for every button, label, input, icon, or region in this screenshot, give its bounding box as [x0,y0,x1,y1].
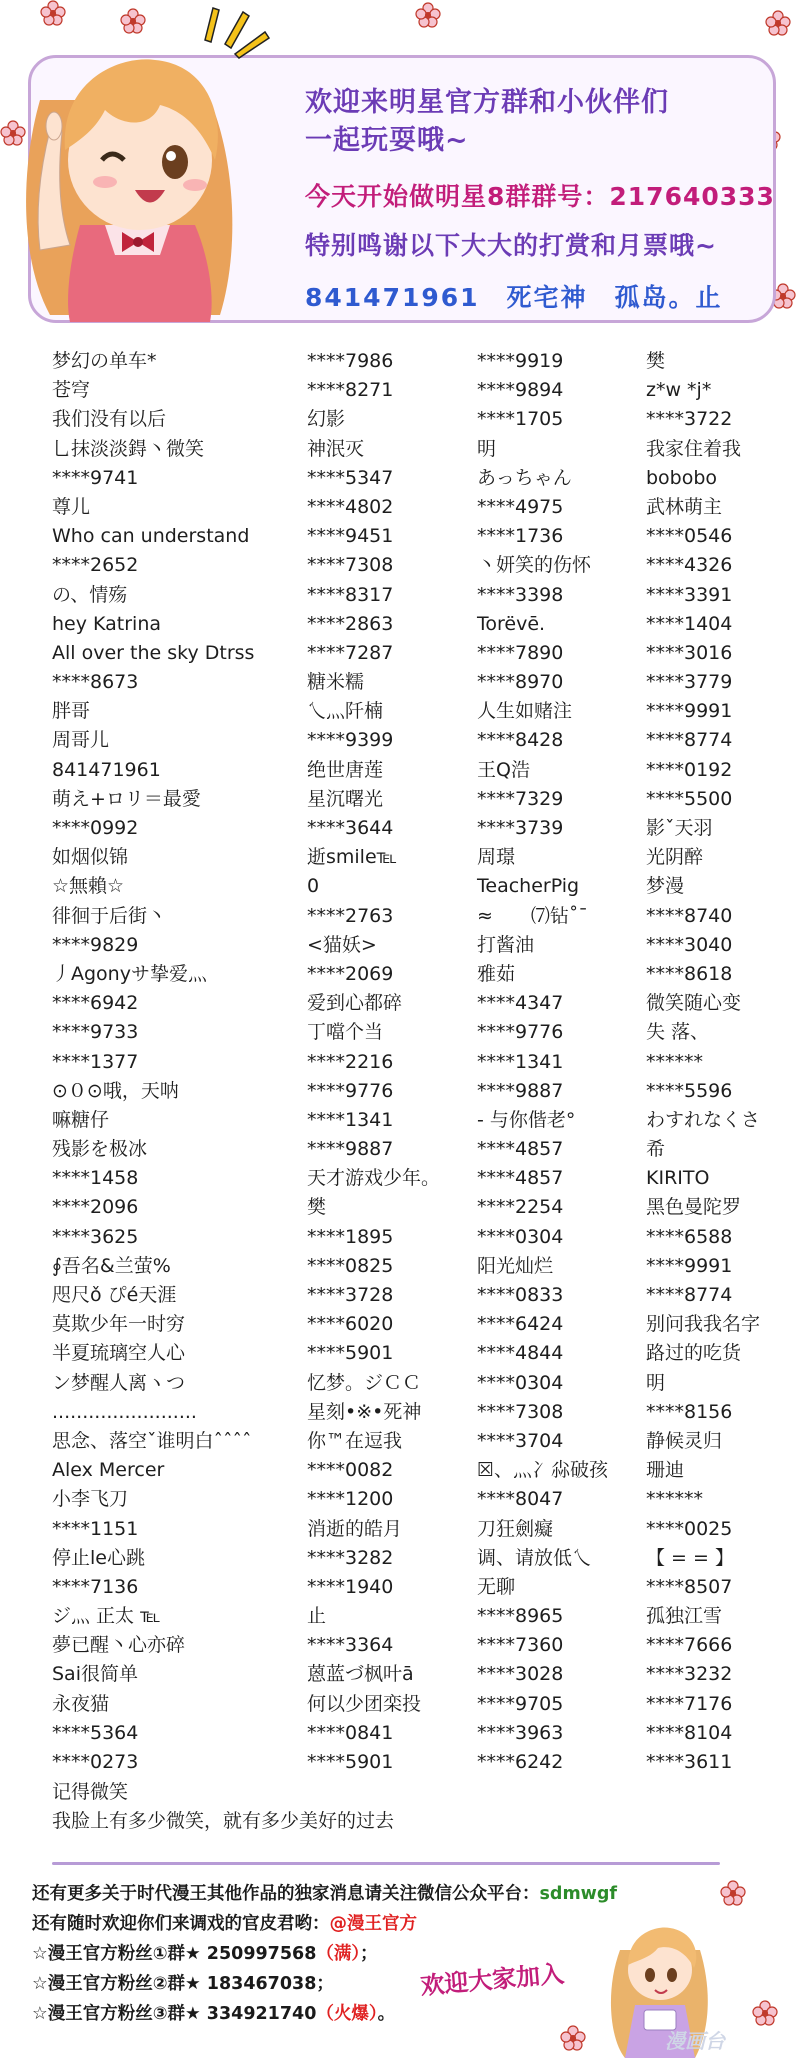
sponsor-name: 孤独江雪 [646,1605,723,1628]
sponsor-name: 苍穹 [52,379,91,402]
sponsor-name: ****** [646,1050,703,1073]
sponsor-name: 消逝的皓月 [307,1517,403,1540]
sponsor-name: 尊儿 [52,495,91,518]
sponsor-name: 武林萌主 [646,495,723,518]
sponsor-name: ****2863 [307,612,394,635]
sponsor-name: ****0273 [52,1751,139,1773]
name-tail-line2: 我脸上有多少微笑，就有多少美好的过去 [52,1810,395,1832]
sponsor-name: KIRITO [646,1167,710,1190]
sponsor-name: ****0833 [477,1284,564,1306]
sponsor-name: 阳光灿烂 [477,1254,554,1277]
sponsor-name: TeacherPig [477,875,580,898]
sponsor-name: ****3391 [646,583,733,606]
sponsor-name: ****6424 [477,1313,564,1336]
banner-thanks-line: 特别鸣谢以下大大的打赏和月票哦~ [305,231,717,260]
sponsor-name: 明 [477,437,497,460]
sponsor-name: ****4326 [646,554,733,577]
sponsor-name: 嘛糖仔 [52,1108,110,1131]
fan-group-3-suffix: 。 [377,2004,396,2024]
sponsor-name: あっちゃん [477,466,572,489]
sponsor-name: 蒽蓝づ枫叶ā [307,1663,414,1686]
sponsor-name: 影ˇ天羽 [646,817,713,839]
sponsor-name: ⊙０⊙哦，天呐 [52,1079,179,1102]
flower-decoration [415,2,441,28]
sponsor-name: 樊 [646,350,666,372]
sponsor-name: 止 [307,1605,327,1628]
sponsor-name: 星刻•※•死神 [307,1400,422,1423]
sponsor-name: ****3040 [646,933,733,956]
flower-decoration [720,1880,746,1906]
sponsor-name: - 与你偕老° [477,1108,576,1131]
sponsor-name: ****3779 [646,671,733,694]
flower-decoration [560,2025,586,2051]
sponsor-name: 你™在逗我 [307,1429,403,1452]
sponsor-name: ****8507 [646,1575,733,1598]
sponsor-name: ****1341 [477,1050,564,1073]
sponsor-name: 星沉曙光 [307,787,384,810]
sponsor-name: ****9919 [477,350,564,372]
sponsor-name: ****5347 [307,466,394,489]
sponsor-name: ****2254 [477,1196,564,1219]
sponsor-name: 乚抹淡淡鍀丶微笑 [52,437,205,460]
sponsor-name: ****0082 [307,1459,394,1482]
sponsor-name: 无聊 [477,1575,516,1598]
mascot-girl-illustration [10,10,245,322]
fan-group-1-status: （满） [316,1944,361,1964]
sponsor-name: 樊 [307,1196,327,1219]
sponsor-name: ****7308 [477,1400,564,1423]
sponsor-name: Sai很简单 [52,1663,138,1686]
sponsor-name: ****9829 [52,933,139,956]
sponsor-name: Torëvē. [477,612,546,635]
sponsor-name: ****3282 [307,1546,394,1569]
sponsor-name: ****4844 [477,1342,564,1365]
sponsor-name: ****6588 [646,1225,733,1248]
sponsor-name: ****8618 [646,962,733,985]
sponsor-name: ****4857 [477,1138,564,1161]
sponsor-name: 打酱油 [477,933,535,956]
sponsor-name: 微笑随心变 [646,992,742,1015]
sponsor-name: 永夜猫 [52,1692,110,1715]
sponsor-name: ****9741 [52,466,139,489]
sponsor-name: ****8047 [477,1488,564,1511]
watermark-logo: 漫画台 [665,2029,725,2053]
sponsor-name: 梦幻の单车* [52,350,157,372]
banner-sponsor-names: 841471961 死宅神 孤岛。止 [305,283,723,312]
sponsor-name: ****8970 [477,671,564,694]
sponsor-name: 莫欺少年一时穷 [52,1313,186,1336]
sponsor-name: ****1940 [307,1575,394,1598]
sponsor-name: 0 [307,875,320,898]
sponsor-name: ****3364 [307,1634,394,1657]
fan-group-1-suffix: ； [360,1944,378,1964]
welcome-join-text: 欢迎大家加入 [419,1959,566,2001]
name-column-3 [477,347,608,1777]
sponsor-name: ****3016 [646,641,733,664]
sponsor-name: ****1151 [52,1517,139,1540]
sponsor-name: ****4857 [477,1167,564,1190]
sponsor-name: ****6942 [52,992,139,1015]
sponsor-name: ****3611 [646,1751,733,1773]
sponsor-name: ****5500 [646,787,733,810]
sponsor-name: 忆梦。ジＣＣ [307,1371,422,1394]
sponsor-name: 丿Agonyサ挚爱灬 [52,962,207,985]
sponsor-name: 神泯灭 [307,437,365,460]
sponsor-name: ****3739 [477,817,564,839]
sponsor-name: ****9887 [477,1079,564,1102]
sponsor-name: ****1404 [646,612,733,635]
sponsor-name: ****8774 [646,1284,733,1306]
sponsor-name: ****8965 [477,1605,564,1628]
sponsor-name: ☒、灬冫尛破孩 [477,1459,609,1482]
sponsor-name: Alex Mercer [52,1459,165,1482]
sponsor-name: 丁噹个当 [307,1021,384,1044]
sponsor-name: 乀灬阡楠 [307,700,384,723]
section-divider [52,1862,720,1865]
sponsor-name: ****0546 [646,525,733,548]
sponsor-name: 静候灵归 [646,1429,723,1452]
sponsor-name: わすれなくさ [646,1108,761,1131]
sponsor-name: ****9776 [477,1021,564,1044]
sponsor-name: ****** [646,1488,703,1511]
sponsor-name: ン梦醒人离ヽつ [52,1371,186,1394]
sponsor-name: ****9399 [307,729,394,752]
sponsor-name: ****2096 [52,1196,139,1219]
name-column-2 [307,347,440,1777]
sponsor-name: 我家住着我 [646,437,742,460]
sponsor-name: Who can understand [52,525,250,548]
sponsor-name: 糖米糯 [307,671,365,694]
sponsor-name: ****0025 [646,1517,733,1540]
sponsor-name: 人生如赌注 [477,700,573,723]
sponsor-name: 幻影 [307,408,346,431]
sponsor-name: 路过的吃货 [646,1342,742,1365]
sponsor-name: <猫妖> [307,933,377,956]
footer-fan-group-1 [32,1940,378,1965]
sponsor-name: bobobo [646,466,718,489]
sponsor-name: 雅茹 [477,962,516,985]
sponsor-name: ****9733 [52,1021,139,1044]
sponsor-name: 徘徊于后街丶 [52,904,167,927]
sponsor-name: ****3232 [646,1663,733,1686]
sponsor-name: ****3704 [477,1429,564,1452]
sponsor-name: ジ灬 正太 ℡ [52,1605,161,1628]
sponsor-name: ****3644 [307,817,394,839]
sponsor-name: ****1736 [477,525,564,548]
sponsor-name: 爱到心都碎 [307,992,403,1015]
sponsor-name: ****9776 [307,1079,394,1102]
sponsor-name: ****1895 [307,1225,394,1248]
sponsor-name: 841471961 [52,758,161,781]
sponsor-name: ****3728 [307,1284,394,1306]
sponsor-name: 逝smile℡ [307,846,398,869]
sponsor-name: 半夏琉璃空人心 [52,1342,186,1365]
sponsor-name: ****8774 [646,729,733,752]
sponsor-name: ****1458 [52,1167,139,1190]
banner-welcome-line2: 一起玩耍哦~ [305,125,469,156]
sponsor-name: 黑色曼陀罗 [646,1196,742,1219]
sponsor-name: ****0825 [307,1254,394,1277]
sponsor-name: 明 [646,1371,666,1394]
sponsor-name: ****2652 [52,554,139,577]
banner-welcome-line1: 欢迎来明星官方群和小伙伴们 [305,87,669,118]
sponsor-name: ****8271 [307,379,394,402]
sponsor-name: ****5364 [52,1721,139,1744]
sponsor-name: ****7360 [477,1634,564,1657]
footer-wechat-id: sdmwgf [539,1884,617,1904]
sponsor-name: ****5901 [307,1342,394,1365]
sponsor-name: ****3625 [52,1225,139,1248]
sponsor-name: ☆無賴☆ [52,875,125,898]
name-tail-line1: 记得微笑 [52,1781,129,1803]
footer-fan-group-2: ☆漫王官方粉丝②群★ 183467038； [32,1974,334,1994]
sponsor-name: ****8428 [477,729,564,752]
sponsor-name: 天才游戏少年。 [307,1167,441,1190]
sponsor-name: ****6020 [307,1313,394,1336]
sponsor-name: 珊迪 [646,1459,685,1482]
flower-decoration [752,2000,778,2026]
sponsor-name: ****7287 [307,641,394,664]
banner-group-number-line: 今天开始做明星8群群号：217640333 [305,182,775,211]
sponsor-name: ****0841 [307,1721,394,1744]
sponsor-name: ****3963 [477,1721,564,1744]
sponsor-name: ****8156 [646,1400,733,1423]
sponsor-name: 调、请放低乀 [477,1546,592,1569]
sponsor-name: 小李飞刀 [52,1488,129,1511]
sponsor-name: 绝世唐莲 [307,758,384,781]
sponsor-name: ****4802 [307,495,394,518]
sponsor-name: ****5901 [307,1751,394,1773]
sponsor-name: z*w *j* [646,379,712,402]
sponsor-name: ****1377 [52,1050,139,1073]
sponsor-name: ****7890 [477,641,564,664]
sponsor-name: ****7136 [52,1575,139,1598]
sponsor-name: ****6242 [477,1751,564,1773]
sponsor-name: ****2216 [307,1050,394,1073]
sponsor-name: ****1705 [477,408,564,431]
sponsor-name: ****2763 [307,904,394,927]
sponsor-name: 别问我我名字 [646,1313,761,1336]
footer-weibo-line [32,1910,417,1935]
sponsor-name: 停止le心跳 [52,1546,145,1569]
sponsor-name: hey Katrina [52,612,162,635]
sponsor-name: 【 = = 】 [646,1546,734,1569]
sponsor-name: 失 落、 [646,1021,710,1044]
sponsor-name: ****9991 [646,1254,733,1277]
sponsor-name: 咫尺ǒ ぴé天涯 [52,1284,177,1306]
sponsor-name: ****7986 [307,350,394,372]
sponsor-name: ****3398 [477,583,564,606]
sponsor-name: 周哥儿 [52,729,110,752]
footer-weibo-text: 还有随时欢迎你们来调戏的官皮君哟： [32,1914,330,1934]
sponsor-name: 梦漫 [646,875,685,898]
sponsor-name: ****0192 [646,758,733,781]
sponsor-name: ****9894 [477,379,564,402]
sponsor-name: 如烟似锦 [52,846,129,869]
sponsor-name: ****0304 [477,1225,564,1248]
sponsor-name: ****1200 [307,1488,394,1511]
sponsor-name: 夢已醒丶心亦碎 [52,1634,186,1657]
sponsor-name: ****3028 [477,1663,564,1686]
sponsor-name: ****0304 [477,1371,564,1394]
footer-wechat-text: 还有更多关于时代漫王其他作品的独家消息请关注微信公众平台： [32,1884,540,1904]
sponsor-name: ****7329 [477,787,564,810]
sponsor-name: ****8104 [646,1721,733,1744]
sponsor-name: ****8317 [307,583,394,606]
name-column-4 [646,347,760,1777]
sponsor-name: ****1341 [307,1108,394,1131]
sponsor-name: ****5596 [646,1079,733,1102]
sponsor-name: ****7176 [646,1692,733,1715]
sponsor-name: ****9991 [646,700,733,723]
sponsor-name: 周璟 [477,846,516,869]
sponsor-name: 思念、落空ˇ谁明白ˆˆˆˆ [52,1429,252,1452]
sponsor-name: 刀狂劍癡 [477,1517,554,1540]
flower-decoration [765,10,791,36]
sponsor-name: 残影を极冰 [52,1138,148,1161]
sponsor-name: ****7666 [646,1634,733,1657]
sponsor-name: 何以少团栾投 [307,1692,422,1715]
sponsor-name: ........................ [52,1400,197,1423]
footer-fan-group-3 [32,2000,395,2025]
footer-wechat-line [32,1880,617,1905]
sponsor-name: ****7308 [307,554,394,577]
sponsor-name: 丶妍笑的伤怀 [477,554,592,577]
sponsor-name: ****8740 [646,904,733,927]
sponsor-name: 萌え+ロリ＝最愛 [52,787,201,810]
sponsor-name: ****4975 [477,495,564,518]
sponsor-name: ∮吾名&兰萤% [52,1254,171,1277]
fan-group-3-status: （火爆） [316,2004,378,2024]
sponsor-name: ****2069 [307,962,394,985]
sponsor-name: 胖哥 [52,700,91,723]
sponsor-name: 光阴醉 [646,846,704,869]
sponsor-name: 王Q浩 [477,758,530,781]
sponsor-name: ****9887 [307,1138,394,1161]
sponsor-name: ****9705 [477,1692,564,1715]
sponsor-name: ****0992 [52,817,139,839]
sponsor-name: 希 [646,1138,666,1161]
sponsor-name: All over the sky Dtrss [52,641,255,664]
fan-group-1-label: ☆漫王官方粉丝①群★ 250997568 [32,1944,317,1964]
sponsor-name: ****8673 [52,671,139,694]
sponsor-name: ****4347 [477,992,564,1015]
sponsor-name: ≈ ⑺钻˚ˉ [477,904,588,927]
sponsor-name: 我们没有以后 [52,408,167,431]
fan-group-3-label: ☆漫王官方粉丝③群★ 334921740 [32,2004,317,2024]
sponsor-name: ****3722 [646,408,733,431]
sponsor-name: ****9451 [307,525,394,548]
sponsor-name: の、情殇 [52,583,128,606]
footer-weibo-handle: @漫王官方 [329,1914,417,1934]
name-column-1 [52,347,254,1777]
